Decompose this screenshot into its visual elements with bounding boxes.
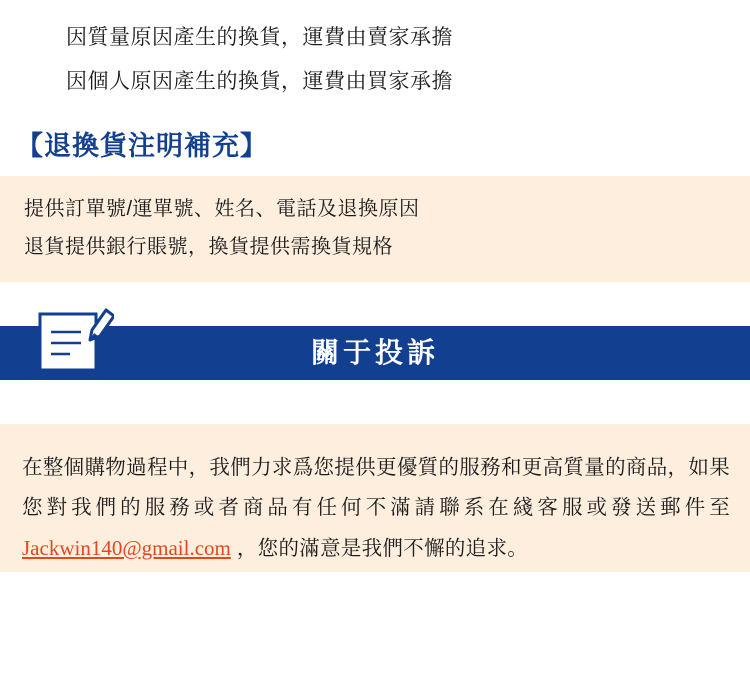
note-line: 提供訂單號/運單號、姓名、電話及退換原因 <box>24 198 420 220</box>
complaint-paragraph <box>22 448 730 569</box>
banner-title: 關于投訴 <box>310 337 439 368</box>
complaint-text-box <box>0 424 750 572</box>
note-box <box>0 176 750 282</box>
pencil-note-icon <box>36 300 114 378</box>
return-policy-lines <box>0 0 750 104</box>
complaint-banner <box>0 326 750 388</box>
policy-line: 因質量原因產生的換貨，運費由賣家承擔 <box>66 26 453 49</box>
note-section-heading: 【退換貨注明補充】 <box>16 131 268 161</box>
policy-line: 因個人原因產生的換貨，運費由買家承擔 <box>66 70 453 93</box>
note-line: 退貨提供銀行賬號，換貨提供需換貨規格 <box>24 236 393 258</box>
support-email-link[interactable]: Jackwin140@gmail.com <box>22 536 231 560</box>
complaint-text-after: ，您的滿意是我們不懈的追求。 <box>230 537 529 560</box>
complaint-text-before: 在整個購物過程中，我們力求爲您提供更優質的服務和更高質量的商品，如果您對我們的服務或者商品有任何不滿請聯系在綫客服或發送郵件至 <box>22 456 730 519</box>
